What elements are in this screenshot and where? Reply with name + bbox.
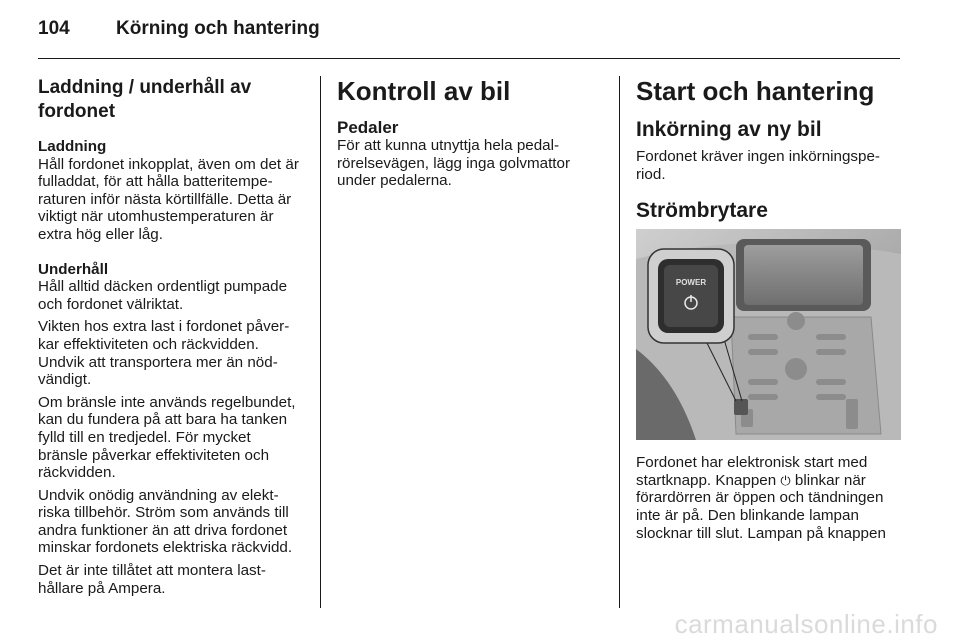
header-rule	[38, 58, 900, 59]
section-title-control: Kontroll av bil	[337, 76, 511, 106]
paragraph-break-in: Fordonet kräver ingen inkörningsperiod.	[636, 148, 880, 183]
column-divider	[320, 76, 321, 608]
subheading-charging: Laddning	[38, 138, 107, 155]
paragraph-charging: Håll fordonet inkopplat, även om det är fulladdat, för att hålla batteritemperaturen inför nästa körtillfälle. Detta är viktigt när utomhustemperaturen är extra hög eller låg.	[38, 155, 299, 243]
column-charging-maintenance	[38, 76, 303, 602]
column-start-handling	[636, 76, 901, 553]
paragraph-roof-rack: Det är inte tillåtet att montera lasthållare på Ampera.	[38, 562, 266, 597]
paragraph-pedals: För att kunna utnyttja hela pedalrörelsevägen, lägg inga golvmattor under pedalerna.	[337, 137, 571, 190]
subheading-break-in: Inkörning av ny bil	[636, 118, 822, 141]
paragraph-tyres: Håll alltid däcken ordentligt pumpade och fordonet välriktat.	[38, 278, 288, 313]
chapter-title: Körning och hantering	[116, 18, 320, 39]
subheading-power-switch: Strömbrytare	[636, 199, 768, 223]
photo-power-label: POWER	[675, 278, 707, 288]
power-icon: ⏻	[780, 472, 791, 488]
subheading-maintenance: Underhåll	[38, 260, 109, 278]
page-number: 104	[38, 18, 70, 39]
paragraph-power-switch: Fordonet har elektronisk start med startknapp. Knappen ⏻ blinkar när förardörren är öppen och tändningen inte är på. Den blinkande lampan slocknar till slut. Lampan på knappen	[636, 454, 886, 542]
paragraph-weight: Vikten hos extra last i fordonet påverkar effektiviteten och räckvidden. Undvik att transportera mer än nödvändigt.	[38, 318, 290, 389]
paragraph-accessories: Undvik onödig användning av elektriska tillbehör. Ström som används till andra funktioner än att driva fordonet minskar fordonets elektriska räckvidd.	[38, 486, 293, 557]
column-divider	[619, 76, 620, 608]
paragraph-fuel: Om bränsle inte används regelbundet, kan du fundera på att bara ha tanken fylld till en tredjedel. För mycket bränsle påverkar effektiviteten och räckvidden.	[38, 393, 296, 482]
watermark: carmanualsonline.info	[674, 609, 938, 639]
subheading-pedals: Pedaler	[337, 118, 399, 137]
power-button-photo	[636, 229, 901, 440]
section-title-start: Start och hantering	[636, 76, 875, 106]
page-header	[38, 18, 320, 40]
column-vehicle-control	[337, 76, 602, 201]
section-title-charging: Laddning / underhåll av fordonet	[38, 77, 252, 122]
